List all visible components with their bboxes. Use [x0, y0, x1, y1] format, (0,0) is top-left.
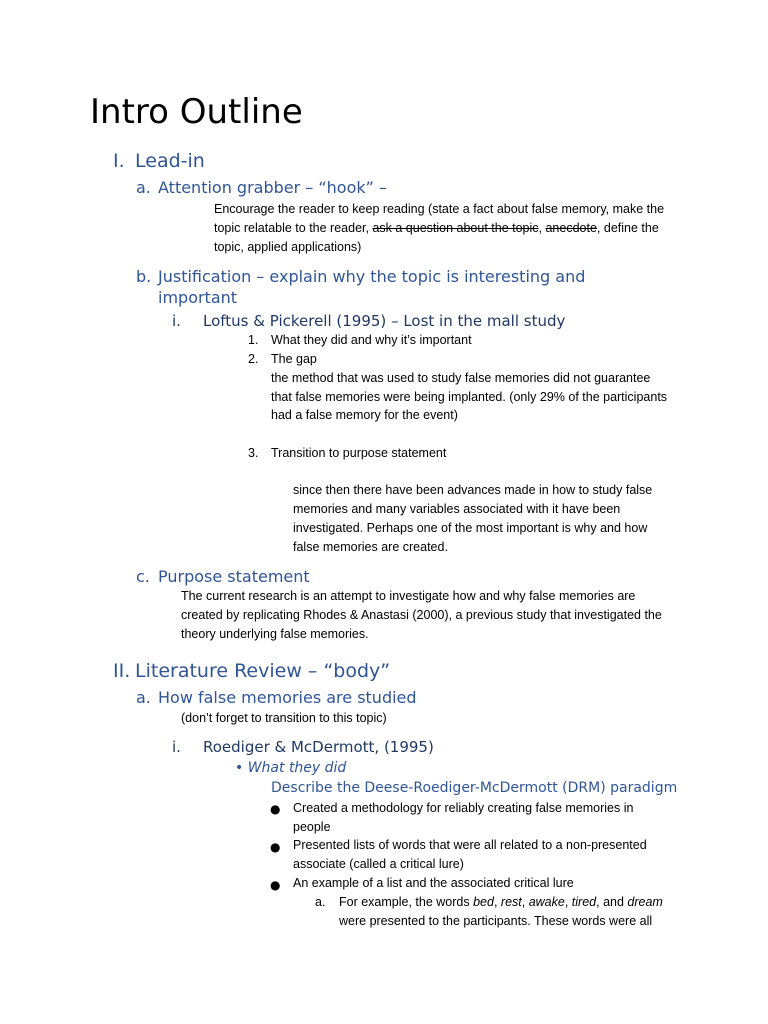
section-1a-number: a.	[136, 178, 151, 197]
section-2-number: II.	[113, 660, 131, 682]
text-span: , define the	[596, 221, 659, 235]
list-item-cont: people	[293, 820, 331, 834]
text-span: ,	[521, 895, 529, 909]
list-item: An example of a list and the associated critical lure	[293, 876, 574, 890]
italic-word: awake	[528, 895, 565, 909]
sub-list-item	[339, 893, 663, 912]
text-span: For example, the words	[339, 895, 474, 909]
section-1b-i-heading: Loftus & Pickerell (1995) – Lost in the mall study	[203, 312, 566, 330]
bullet-dot: ●	[270, 878, 281, 892]
text-span: , and	[596, 895, 628, 909]
section-1b-heading: Justification – explain why the topic is interesting and	[158, 267, 586, 286]
section-1b-i-number: i.	[172, 312, 181, 330]
section-2a-number: a.	[136, 688, 151, 707]
italic-word: dream	[627, 895, 663, 909]
section-1b-number: b.	[136, 267, 152, 286]
list-item: Presented lists of words that were all related to a non-presented	[293, 838, 647, 852]
paragraph-line: that false memories were being implanted. (only 29% of the participants	[271, 390, 668, 404]
list-letter: a.	[315, 895, 326, 909]
italic-word: bed	[473, 895, 494, 909]
bullet-dot: ●	[270, 840, 281, 854]
list-item: The gap	[271, 352, 317, 366]
section-2-heading: Literature Review – “body”	[135, 660, 391, 682]
paragraph-line: investigated. Perhaps one of the most important is why and how	[293, 521, 648, 535]
bullet-dot: ●	[270, 802, 281, 816]
strikethrough-text: ask a question about the topic	[372, 221, 539, 235]
list-item: Transition to purpose statement	[271, 446, 447, 460]
note-text: (don’t forget to transition to this topic)	[181, 711, 387, 725]
section-1-number: I.	[113, 150, 125, 172]
paragraph-line: the method that was used to study false memories did not guarantee	[271, 371, 651, 385]
paragraph-line: created by replicating Rhodes & Anastasi (2000), a previous study that investigated the	[181, 608, 662, 622]
list-item-cont: associate (called a critical lure)	[293, 857, 464, 871]
sub-list-item-cont: were presented to the participants. These words were all	[339, 914, 653, 928]
text-span: ,	[493, 895, 501, 909]
section-2a-heading: How false memories are studied	[158, 688, 417, 707]
section-1c-heading: Purpose statement	[158, 567, 310, 586]
list-item: Created a methodology for reliably creating false memories in	[293, 801, 634, 815]
text-span: topic relatable to the reader,	[214, 221, 373, 235]
list-number: 1.	[248, 333, 259, 347]
section-1-heading: Lead-in	[135, 150, 205, 172]
bullet-heading: • What they did	[235, 760, 347, 776]
section-1b-heading-cont: important	[158, 288, 238, 307]
strikethrough-text: anecdote	[545, 221, 597, 235]
paragraph-line: had a false memory for the event)	[271, 408, 458, 422]
section-2a-i-heading: Roediger & McDermott, (1995)	[203, 738, 434, 756]
list-number: 2.	[248, 352, 259, 366]
subheading-text: Describe the Deese-Roediger-McDermott (DRM) paradigm	[271, 780, 678, 796]
paragraph-line: topic, applied applications)	[214, 240, 362, 254]
page-title: Intro Outline	[90, 92, 303, 132]
italic-word: rest	[500, 895, 522, 909]
paragraph-line: Encourage the reader to keep reading (state a fact about false memory, make the	[214, 202, 665, 216]
section-2a-i-number: i.	[172, 738, 181, 756]
list-number: 3.	[248, 446, 259, 460]
list-item: What they did and why it’s important	[271, 333, 472, 347]
text-span: ,	[538, 221, 546, 235]
paragraph-line: theory underlying false memories.	[181, 627, 369, 641]
paragraph-line: memories and many variables associated with it have been	[293, 502, 621, 516]
paragraph-line: since then there have been advances made in how to study false	[293, 483, 653, 497]
paragraph-line	[214, 219, 659, 238]
section-1c-number: c.	[136, 567, 150, 586]
paragraph-line: false memories are created.	[293, 540, 448, 554]
text-span: ,	[564, 895, 572, 909]
italic-word: tired	[571, 895, 597, 909]
section-1a-heading: Attention grabber – “hook” –	[158, 178, 388, 197]
paragraph-line: The current research is an attempt to investigate how and why false memories are	[181, 589, 636, 603]
